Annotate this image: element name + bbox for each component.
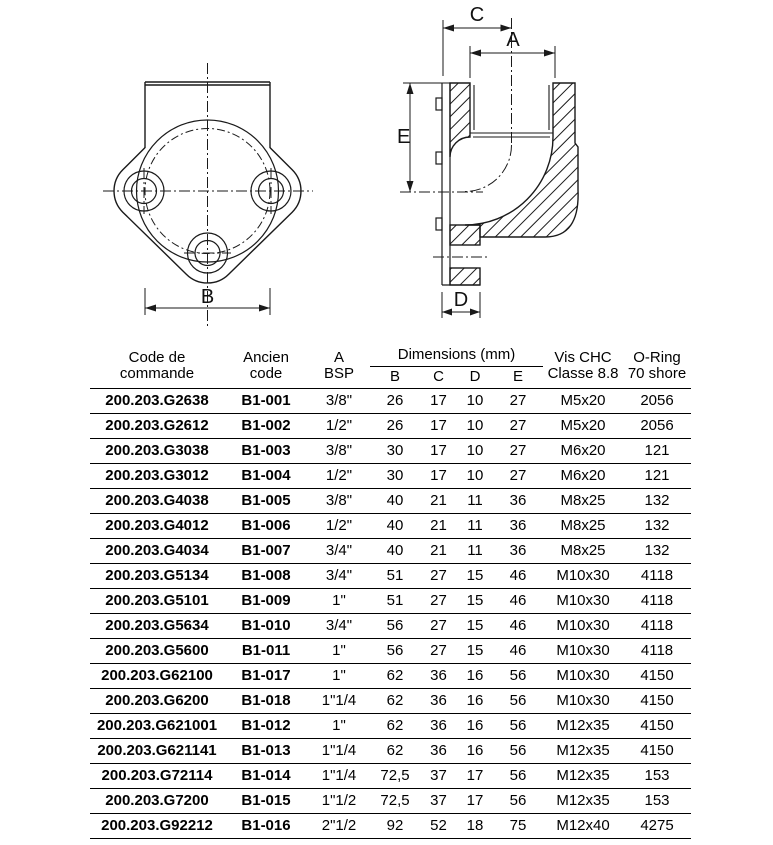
- table-cell: 17: [430, 417, 447, 434]
- header-dimensions-group: Dimensions (mm): [370, 344, 543, 366]
- table-cell: 56: [509, 667, 527, 684]
- table-cell: 200.203.G621141: [97, 742, 217, 759]
- table-cell: 26: [386, 417, 404, 434]
- table-cell: 200.203.G5634: [105, 617, 209, 634]
- table-cell: 26: [386, 392, 404, 409]
- table-cell: M5x20: [560, 417, 606, 434]
- table-cell: 4150: [640, 717, 674, 734]
- table-cell: 36: [509, 517, 527, 534]
- table-cell: 18: [466, 817, 484, 834]
- table-cell: 200.203.G92212: [101, 817, 213, 834]
- table-row: [90, 813, 691, 838]
- table-cell: 121: [644, 467, 670, 484]
- table-cell: 4150: [640, 742, 674, 759]
- table-cell: 27: [430, 592, 447, 609]
- table-cell: 132: [644, 517, 670, 534]
- table-cell: 75: [509, 817, 527, 834]
- table-cell: 1": [332, 717, 346, 734]
- table-cell: M12x35: [556, 717, 610, 734]
- table-cell: 72,5: [380, 792, 410, 809]
- table-cell: 3/8": [325, 492, 353, 509]
- table-cell: B1-002: [241, 417, 291, 434]
- dimension-c: [443, 20, 512, 76]
- table-cell: 10: [466, 392, 484, 409]
- table-cell: M8x25: [560, 517, 606, 534]
- table-row: [90, 613, 691, 638]
- table-cell: 27: [430, 642, 447, 659]
- table-cell: B1-016: [241, 817, 291, 834]
- table-cell: 16: [466, 692, 484, 709]
- header-dim-c: C: [433, 368, 444, 385]
- table-cell: B1-014: [241, 767, 291, 784]
- table-cell: 92: [386, 817, 404, 834]
- table-cell: 200.203.G4034: [105, 542, 209, 559]
- table-row: [90, 738, 691, 763]
- table-cell: 10: [466, 467, 484, 484]
- table-cell: 52: [430, 817, 447, 834]
- table-cell: 200.203.G72114: [101, 767, 213, 784]
- table-row: [90, 438, 691, 463]
- table-cell: 17: [430, 392, 447, 409]
- dim-label-a: A: [506, 29, 520, 51]
- table-cell: B1-010: [241, 617, 291, 634]
- table-cell: 1"1/4: [321, 767, 357, 784]
- table-cell: 27: [430, 617, 447, 634]
- header-dim-d: D: [469, 368, 481, 385]
- table-cell: 200.203.G4012: [105, 517, 209, 534]
- table-cell: 30: [386, 442, 404, 459]
- table-cell: 200.203.G5600: [105, 642, 209, 659]
- table-cell: 2056: [640, 392, 674, 409]
- dim-label-e: E: [397, 126, 411, 148]
- table-cell: 200.203.G2612: [105, 417, 209, 434]
- table-cell: 21: [430, 517, 447, 534]
- table-cell: 56: [509, 717, 527, 734]
- table-cell: 36: [509, 492, 527, 509]
- table-cell: 10: [466, 417, 484, 434]
- table-cell: 3/8": [325, 392, 353, 409]
- table-cell: 17: [466, 792, 484, 809]
- table-cell: 15: [466, 567, 484, 584]
- table-cell: B1-009: [241, 592, 291, 609]
- table-row: [90, 388, 691, 413]
- header-ancien-code: Ancien code: [243, 348, 289, 382]
- table-cell: M6x20: [560, 467, 606, 484]
- table-row: [90, 638, 691, 663]
- threaded-port: [470, 85, 553, 137]
- table-cell: 200.203.G3038: [105, 442, 209, 459]
- table-cell: 10: [466, 442, 484, 459]
- table-cell: 46: [509, 642, 527, 659]
- table-cell: 27: [430, 567, 447, 584]
- table-cell: 37: [430, 767, 447, 784]
- table-cell: M12x35: [556, 792, 610, 809]
- table-body: [90, 388, 691, 838]
- table-cell: 62: [386, 742, 404, 759]
- table-cell: 36: [430, 742, 447, 759]
- table-cell: 11: [467, 542, 483, 559]
- table-cell: M10x30: [556, 617, 610, 634]
- table-cell: 200.203.G2638: [105, 392, 209, 409]
- table-cell: 36: [509, 542, 527, 559]
- table-cell: 1/2": [325, 417, 353, 434]
- table-cell: 46: [509, 617, 527, 634]
- table-cell: 153: [644, 792, 670, 809]
- table-cell: 4118: [640, 642, 674, 659]
- table-row: [90, 688, 691, 713]
- table-cell: 62: [386, 692, 404, 709]
- table-cell: 62: [386, 667, 404, 684]
- table-cell: M10x30: [556, 692, 610, 709]
- table-cell: B1-001: [241, 392, 291, 409]
- header-vis-chc: Vis CHC Classe 8.8: [547, 348, 619, 382]
- table-cell: 27: [509, 417, 527, 434]
- table-cell: 17: [466, 767, 484, 784]
- table-cell: 1": [332, 592, 346, 609]
- table-cell: 56: [386, 642, 404, 659]
- table-cell: 37: [430, 792, 447, 809]
- table-row: [90, 663, 691, 688]
- table-header: [90, 344, 691, 388]
- table-cell: B1-017: [241, 667, 291, 684]
- table-cell: B1-015: [241, 792, 291, 809]
- elbow-section-drawing: [395, 0, 715, 335]
- table-cell: 3/8": [325, 442, 353, 459]
- table-cell: B1-011: [241, 642, 291, 659]
- table-cell: M10x30: [556, 592, 610, 609]
- table-row: [90, 413, 691, 438]
- table-row: [90, 538, 691, 563]
- table-cell: 200.203.G5101: [105, 592, 209, 609]
- table-cell: M10x30: [556, 567, 610, 584]
- table-cell: 4150: [640, 692, 674, 709]
- table-cell: B1-012: [241, 717, 291, 734]
- table-cell: 46: [509, 592, 527, 609]
- table-cell: 200.203.G6200: [105, 692, 209, 709]
- section-hatching: [450, 83, 578, 285]
- table-cell: 2"1/2: [321, 817, 357, 834]
- table-cell: 200.203.G3012: [105, 467, 209, 484]
- table-cell: M12x40: [556, 817, 610, 834]
- header-dim-e: E: [513, 368, 524, 385]
- table-cell: 1"1/4: [321, 692, 357, 709]
- table-cell: 3/4": [325, 617, 353, 634]
- table-cell: 40: [386, 542, 404, 559]
- dim-label-d: D: [453, 289, 469, 311]
- table-cell: 200.203.G62100: [101, 667, 213, 684]
- table-cell: B1-004: [241, 467, 291, 484]
- table-cell: 200.203.G5134: [105, 567, 209, 584]
- table-cell: 27: [509, 442, 527, 459]
- table-cell: M8x25: [560, 492, 606, 509]
- table-cell: 36: [430, 692, 447, 709]
- table-cell: 40: [386, 517, 404, 534]
- table-row: [90, 463, 691, 488]
- table-row: [90, 513, 691, 538]
- table-cell: 16: [466, 667, 484, 684]
- table-cell: 2056: [640, 417, 674, 434]
- table-cell: B1-013: [241, 742, 291, 759]
- table-cell: B1-006: [241, 517, 291, 534]
- table-cell: 1": [332, 642, 346, 659]
- table-cell: 4118: [640, 592, 674, 609]
- header-code: Code de commande: [119, 348, 195, 382]
- table-cell: 1"1/2: [321, 792, 357, 809]
- table-cell: 132: [644, 492, 670, 509]
- table-cell: 27: [509, 392, 527, 409]
- table-cell: 56: [386, 617, 404, 634]
- table-row: [90, 713, 691, 738]
- flange-front-view-drawing: [95, 58, 335, 338]
- header-a-bsp: A BSP: [323, 348, 354, 382]
- table-row: [90, 788, 691, 813]
- table-row: [90, 763, 691, 788]
- table-cell: B1-007: [241, 542, 291, 559]
- table-cell: 16: [466, 742, 484, 759]
- table-cell: 132: [644, 542, 670, 559]
- table-cell: 56: [509, 792, 527, 809]
- table-cell: 15: [466, 592, 484, 609]
- table-cell: 21: [430, 492, 447, 509]
- spec-table: [90, 344, 691, 839]
- table-cell: 27: [509, 467, 527, 484]
- table-cell: 200.203.G4038: [105, 492, 209, 509]
- dim-label-c: C: [469, 4, 485, 26]
- table-cell: 36: [430, 667, 447, 684]
- table-cell: 1"1/4: [321, 742, 357, 759]
- table-cell: 200.203.G7200: [105, 792, 209, 809]
- table-cell: M8x25: [560, 542, 606, 559]
- table-cell: 3/4": [325, 542, 353, 559]
- table-cell: 36: [430, 717, 447, 734]
- table-cell: 56: [509, 742, 527, 759]
- table-cell: 121: [644, 442, 670, 459]
- table-cell: 51: [386, 592, 404, 609]
- table-row: [90, 488, 691, 513]
- table-cell: 11: [467, 517, 483, 534]
- dim-label-b: B: [200, 286, 215, 308]
- table-cell: M10x30: [556, 667, 610, 684]
- table-cell: 17: [430, 442, 447, 459]
- table-cell: 3/4": [325, 567, 353, 584]
- table-cell: 4150: [640, 667, 674, 684]
- table-cell: B1-018: [241, 692, 291, 709]
- table-cell: B1-008: [241, 567, 291, 584]
- table-cell: 51: [386, 567, 404, 584]
- table-cell: 15: [466, 617, 484, 634]
- table-cell: 15: [466, 642, 484, 659]
- table-cell: 1/2": [325, 517, 353, 534]
- table-cell: 153: [644, 767, 670, 784]
- table-cell: 56: [509, 767, 527, 784]
- table-cell: 72,5: [380, 767, 410, 784]
- table-cell: 1": [332, 667, 346, 684]
- table-cell: 4118: [640, 567, 674, 584]
- table-cell: 11: [467, 492, 483, 509]
- table-row: [90, 563, 691, 588]
- table-cell: 46: [509, 567, 527, 584]
- table-cell: 62: [386, 717, 404, 734]
- table-cell: M6x20: [560, 442, 606, 459]
- table-cell: M10x30: [556, 642, 610, 659]
- table-cell: M5x20: [560, 392, 606, 409]
- header-o-ring: O-Ring 70 shore: [627, 348, 687, 382]
- table-cell: 17: [430, 467, 447, 484]
- table-cell: 1/2": [325, 467, 353, 484]
- table-cell: 30: [386, 467, 404, 484]
- table-cell: B1-003: [241, 442, 291, 459]
- table-cell: 4118: [640, 617, 674, 634]
- table-cell: 200.203.G621001: [96, 717, 218, 734]
- table-row: [90, 588, 691, 613]
- table-cell: M12x35: [556, 742, 610, 759]
- table-cell: 21: [430, 542, 447, 559]
- table-cell: B1-005: [241, 492, 291, 509]
- header-dim-b: B: [389, 368, 400, 385]
- table-cell: M12x35: [556, 767, 610, 784]
- table-cell: 56: [509, 692, 527, 709]
- table-cell: 16: [466, 717, 484, 734]
- table-cell: 40: [386, 492, 404, 509]
- table-cell: 4275: [640, 817, 674, 834]
